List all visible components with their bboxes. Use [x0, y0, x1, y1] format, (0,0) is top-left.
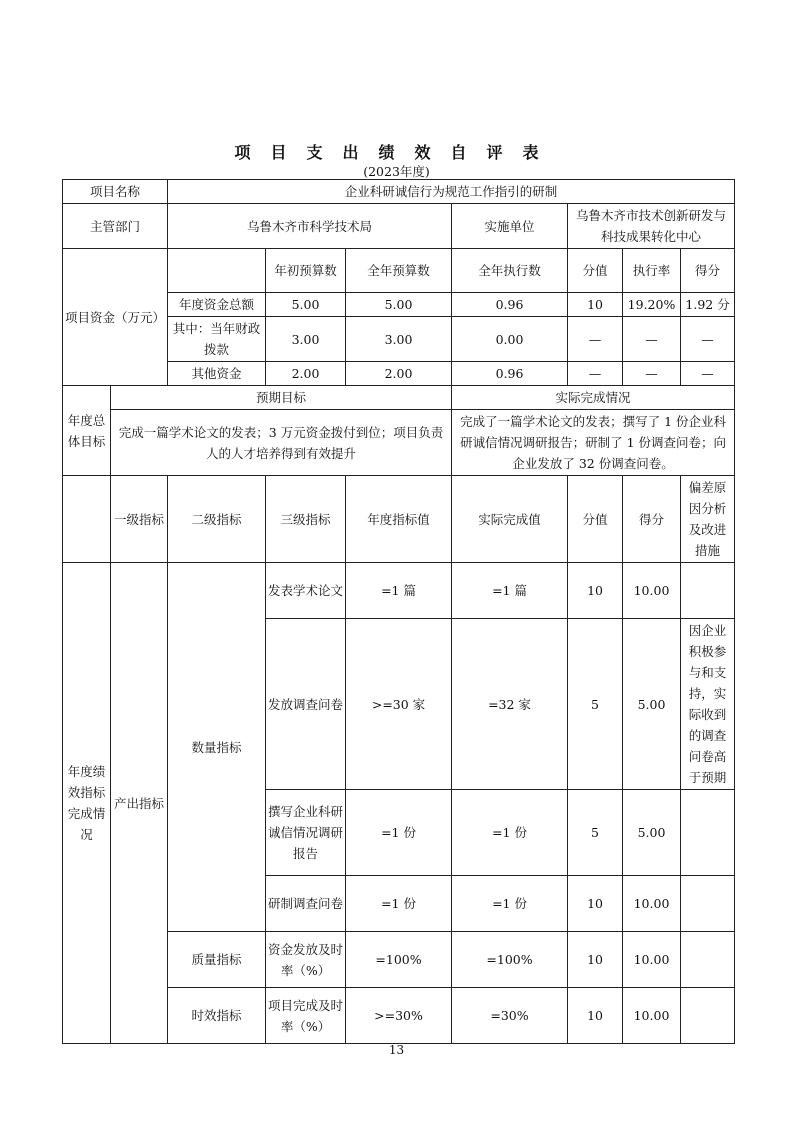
funds-row-rate: 19.20% — [623, 293, 681, 317]
target-cell: =1 份 — [346, 876, 452, 932]
funds-row-name: 年度资金总额 — [168, 293, 266, 317]
page-title: 项目支出绩效自评表 — [234, 143, 559, 162]
timeliness-label: 时效指标 — [168, 988, 266, 1044]
funds-row-score-value: 10 — [568, 293, 623, 317]
funds-row-executed: 0.96 — [452, 362, 568, 386]
dept-label: 主管部门 — [63, 204, 168, 249]
table-row — [63, 563, 735, 619]
actual-cell: =30% — [452, 988, 568, 1044]
deviation-cell — [681, 988, 735, 1044]
actual-cell: =1 份 — [452, 790, 568, 876]
score-value-cell: 5 — [568, 619, 623, 790]
funds-row-annual: 5.00 — [346, 293, 452, 317]
actual-cell: =1 份 — [452, 876, 568, 932]
unit-value: 乌鲁木齐市技术创新研发与科技成果转化中心 — [568, 204, 735, 249]
funds-row-rate: — — [623, 362, 681, 386]
actual-cell: =32 家 — [452, 619, 568, 790]
score-cell: 5.00 — [623, 619, 681, 790]
score-cell: 5.00 — [623, 790, 681, 876]
deviation-cell: 因企业积极参与和支持，实际收到的调查问卷高于预期 — [681, 619, 735, 790]
indicator-header-blank — [63, 476, 111, 563]
level3-cell: 撰写企业科研诚信情况调研报告 — [266, 790, 346, 876]
score-cell: 10.00 — [623, 563, 681, 619]
funds-row-executed: 0.00 — [452, 317, 568, 362]
goals-actual-header: 实际完成情况 — [452, 386, 735, 410]
actual-cell: =1 篇 — [452, 563, 568, 619]
header-target: 年度指标值 — [346, 476, 452, 563]
level3-cell: 研制调查问卷 — [266, 876, 346, 932]
funds-row-score-value: — — [568, 317, 623, 362]
level3-cell: 资金发放及时率（%） — [266, 932, 346, 988]
performance-table — [62, 179, 735, 1044]
level3-cell: 发表学术论文 — [266, 563, 346, 619]
page-subtitle: (2023年度) — [363, 164, 430, 179]
funds-row-annual: 2.00 — [346, 362, 452, 386]
table-row — [63, 180, 735, 204]
header-level2: 二级指标 — [168, 476, 266, 563]
funds-row-score: — — [681, 362, 735, 386]
header-level1: 一级指标 — [111, 476, 168, 563]
level3-cell: 项目完成及时率（%） — [266, 988, 346, 1044]
header-score: 得分 — [623, 476, 681, 563]
level3-cell: 发放调查问卷 — [266, 619, 346, 790]
table-row — [63, 476, 735, 563]
funds-header-score-value: 分值 — [568, 249, 623, 293]
funds-row-score: — — [681, 317, 735, 362]
deviation-cell — [681, 563, 735, 619]
funds-row-name: 其他资金 — [168, 362, 266, 386]
dept-value: 乌鲁木齐市科学技术局 — [168, 204, 452, 249]
table-row — [63, 204, 735, 249]
level1-value: 产出指标 — [111, 563, 168, 1044]
funds-row-executed: 0.96 — [452, 293, 568, 317]
funds-header-blank — [168, 249, 266, 293]
score-value-cell: 10 — [568, 563, 623, 619]
deviation-cell — [681, 876, 735, 932]
score-cell: 10.00 — [623, 932, 681, 988]
funds-label: 项目资金（万元） — [63, 249, 168, 386]
header-actual: 实际完成值 — [452, 476, 568, 563]
goals-expected-text: 完成一篇学术论文的发表；3 万元资金拨付到位；项目负责人的人才培养得到有效提升 — [111, 410, 452, 476]
unit-label: 实施单位 — [452, 204, 568, 249]
deviation-cell — [681, 790, 735, 876]
deviation-cell — [681, 932, 735, 988]
header-deviation: 偏差原因分析及改进措施 — [681, 476, 735, 563]
score-value-cell: 10 — [568, 876, 623, 932]
funds-row-score: 1.92 分 — [681, 293, 735, 317]
funds-header-score: 得分 — [681, 249, 735, 293]
quantity-label: 数量指标 — [168, 563, 266, 932]
goals-label: 年度总体目标 — [63, 386, 111, 476]
funds-row-initial: 5.00 — [266, 293, 346, 317]
target-cell: >=30% — [346, 988, 452, 1044]
goals-actual-text: 完成了一篇学术论文的发表；撰写了 1 份企业科研诚信情况调研报告；研制了 1 份调查问卷；向企业发放了 32 份调查问卷。 — [452, 410, 735, 476]
funds-row-initial: 3.00 — [266, 317, 346, 362]
header-score-value: 分值 — [568, 476, 623, 563]
score-value-cell: 10 — [568, 932, 623, 988]
project-name-value: 企业科研诚信行为规范工作指引的研制 — [168, 180, 735, 204]
funds-header-executed: 全年执行数 — [452, 249, 568, 293]
target-cell: =100% — [346, 932, 452, 988]
target-cell: >=30 家 — [346, 619, 452, 790]
table-row — [63, 386, 735, 410]
funds-row-rate: — — [623, 317, 681, 362]
table-row — [63, 249, 735, 293]
score-value-cell: 10 — [568, 988, 623, 1044]
funds-row-initial: 2.00 — [266, 362, 346, 386]
goals-expected-header: 预期目标 — [111, 386, 452, 410]
funds-header-rate: 执行率 — [623, 249, 681, 293]
score-cell: 10.00 — [623, 988, 681, 1044]
funds-row-annual: 3.00 — [346, 317, 452, 362]
header-level3: 三级指标 — [266, 476, 346, 563]
target-cell: =1 份 — [346, 790, 452, 876]
section-label: 年度绩效指标完成情况 — [63, 563, 111, 1044]
score-cell: 10.00 — [623, 876, 681, 932]
page-number: 13 — [388, 1043, 405, 1057]
quality-label: 质量指标 — [168, 932, 266, 988]
funds-header-initial: 年初预算数 — [266, 249, 346, 293]
funds-row-name: 其中：当年财政拨款 — [168, 317, 266, 362]
actual-cell: =100% — [452, 932, 568, 988]
score-value-cell: 5 — [568, 790, 623, 876]
funds-row-score-value: — — [568, 362, 623, 386]
funds-header-annual: 全年预算数 — [346, 249, 452, 293]
project-name-label: 项目名称 — [63, 180, 168, 204]
target-cell: =1 篇 — [346, 563, 452, 619]
table-row — [63, 410, 735, 476]
